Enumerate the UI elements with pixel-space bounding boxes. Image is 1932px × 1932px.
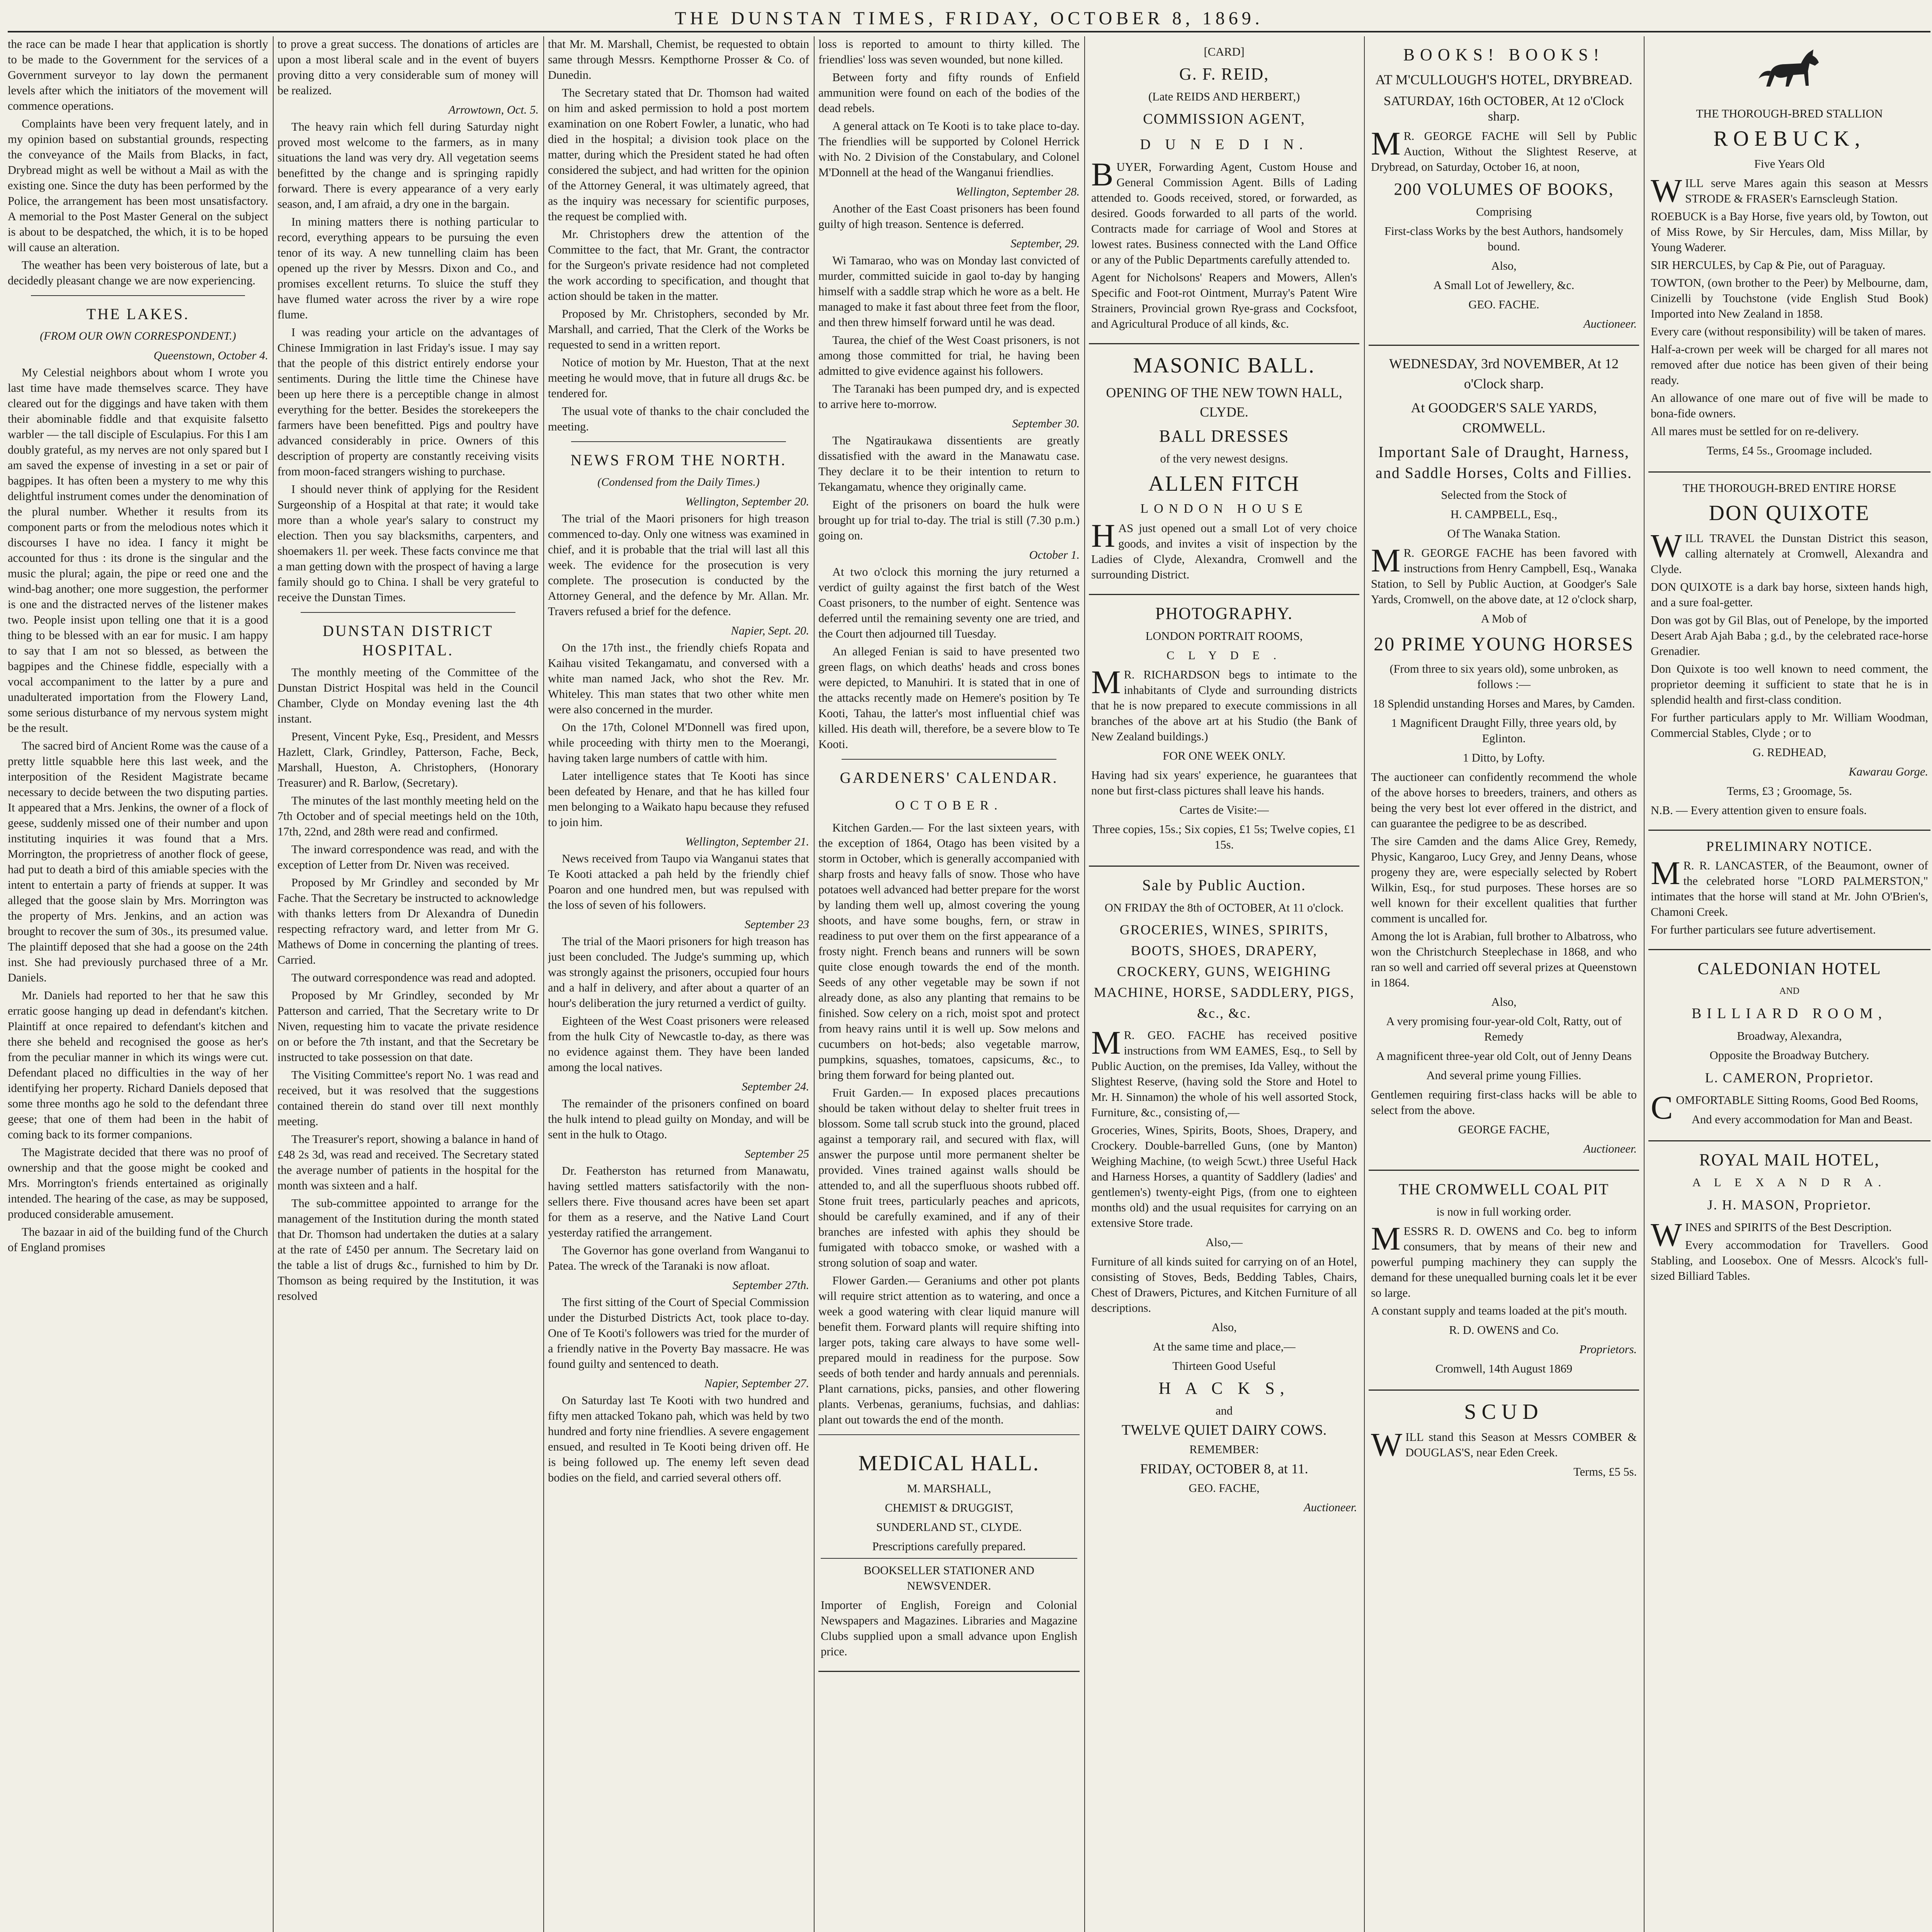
article-paragraph: the race can be made I hear that application is shortly to be made to the Government for the services of a Government surveyor to lay down the permanent levels after which the initiators of the movement will commence operations.: [8, 37, 268, 112]
ad-reid: [1089, 36, 1359, 344]
article-paragraph: Mr. Christophers drew the attention of the Committee to the fact, that Mr. Grant, the contractor for the Surgeon's private residence had not completed the work according to specification, and thought that action should be taken in the matter.: [548, 228, 809, 303]
ad-title: 200 VOLUMES OF BOOKS,: [1394, 180, 1614, 199]
ad-body: WILL stand this Season at Messrs COMBER & DOUGLAS'S, near Eden Creek.: [1371, 1426, 1637, 1463]
article-paragraph: The Ngatiraukawa dissentients are greatly dissatisfied with the award in the Manawatu case. They declare it to be their intention to return to Tekangamatu, whence they originally came.: [818, 434, 1080, 493]
garden-month: OCTOBER.: [895, 798, 1003, 813]
ad-date: Cromwell, 14th August 1869: [1435, 1362, 1573, 1375]
ad-body: MR. GEORGE FACHE has been favored with instructions from Henry Campbell, Esq., Wanaka Station, to Sell by Public Auction, at Goodger's Sale Yards, Cromwell, on the above date, at 12 o'clock sharp,: [1371, 542, 1637, 606]
ad-body: Furniture of all kinds suited for carrying on of an Hotel, consisting of Stoves, Beds, Bedding Tables, Chairs, Chest of Drawers, Pictures, and Kitchen Furniture of all descriptions.: [1091, 1255, 1357, 1315]
ad-date: FRIDAY, OCTOBER 8, at 11.: [1140, 1461, 1308, 1476]
ad-title: Important Sale of Draught, Harness, and Saddle Horses, Colts and Fillies.: [1376, 443, 1632, 481]
article-paragraph: Complaints have been very frequent lately, and in my opinion based on substantial grounds, respecting the conveyance of the Mails from Blacks, in fact, Drybread might as well be without a Mail as with the existing one. Since the duty has been performed by the Police, the arrangement has been most unsatisfactory. A memorial to the Post Master General on the subject is about to be despatched, the which, it is to be hoped will cause an alteration.: [8, 117, 268, 254]
article-paragraph: On the 17th, Colonel M'Donnell was fired upon, while proceeding with thirty men to the Moerangi, having taken large numbers of cattle with him.: [548, 721, 809, 765]
ad-title: BALL DRESSES: [1159, 427, 1289, 446]
article-paragraph: I was reading your article on the advantages of Chinese Immigration in last Friday's issue. I may say that the people of this district entirely endorse your sentiments. During the little time the Chinese have been up here there is a perceptible change in almost everything for the better. Besides the storekeepers the farmers have been benefitted. Pigs and poultry have advanced considerably in price. Owners of this description of property are constantly receiving visits from moon-faced strangers wishing to purchase.: [277, 326, 539, 478]
column-1: [8, 36, 268, 1932]
article-paragraph: Proposed by Mr. Christophers, seconded by Mr. Marshall, and carried, That the Clerk of the Works be requested to send in a written report.: [548, 307, 809, 351]
ad-scud: [1369, 1391, 1639, 1493]
ad-place: AT M'CULLOUGH'S HOTEL, DRYBREAD.: [1375, 72, 1633, 87]
ad-body: Every accommodation for Travellers. Good Stabling, and Loosebox. One of Messrs. Alcock's full-sized Billiard Tables.: [1651, 1238, 1928, 1282]
ad-books: [1369, 36, 1639, 346]
column-4: [818, 36, 1080, 1932]
ad-body: First-class Works by the best Authors, handsomely bound.: [1384, 224, 1623, 253]
list-item: A very promising four-year-old Colt, Ratty, out of Remedy: [1386, 1015, 1622, 1043]
ad-title: THE CROMWELL COAL PIT: [1398, 1180, 1609, 1198]
column-rule: [1364, 36, 1365, 1932]
ad-subtitle: THE THOROUGH-BRED STALLION: [1696, 107, 1883, 120]
ad-subtitle: BOOKSELLER STATIONER AND NEWSVENDER.: [821, 1558, 1077, 1594]
ad-town: D U N E D I N.: [1140, 136, 1308, 153]
ad-date: SATURDAY, 16th OCTOBER, At 12 o'Clock sharp.: [1383, 94, 1624, 124]
ad-body: MR. R. LANCASTER, of the Beaumont, owner of the celebrated horse "LORD PALMERSTON," intimates that the horse will stand at Mr. John O'Brien's, Chamoni Creek.: [1651, 854, 1928, 918]
ad-title: PHOTOGRAPHY.: [1155, 604, 1293, 623]
ad-roebuck: [1648, 36, 1930, 473]
ad-goods: GROCERIES, WINES, SPIRITS, BOOTS, SHOES, DRAPERY, CROCKERY, GUNS, WEIGHING MACHINE, HORSE, SADDLERY, PIGS, &c., &c.: [1094, 922, 1355, 1021]
list-item: 1 Magnificent Draught Filly, three years old, by Eglinton.: [1391, 716, 1617, 745]
ad-role: CHEMIST & DRUGGIST,: [885, 1501, 1013, 1514]
column-2: [277, 36, 539, 1932]
article-paragraph: The Taranaki has been pumped dry, and is expected to arrive here to-morrow.: [818, 382, 1080, 411]
article-paragraph: The Treasurer's report, showing a balance in hand of £48 2s 3d, was read and received. The Secretary stated the average number of patients in the hospital for the month was sixteen and a half.: [277, 1133, 539, 1192]
column-rule: [273, 36, 274, 1932]
list-item: A magnificent three-year old Colt, out of Jenny Deans: [1376, 1049, 1632, 1063]
column-rule: [1644, 36, 1645, 1932]
dateline: Queenstown, October 4.: [153, 349, 268, 362]
article-paragraph: News received from Taupo via Wanganui states that Te Kooti attacked a pah held by the friendly chief Poaron and one hundred men, but was repulsed with the loss of seven of his followers.: [548, 852, 809, 912]
article-paragraph: The Secretary stated that Dr. Thomson had waited on him and asked permission to hold a post mortem examination on one Robert Fowler, a lunatic, who had died in the hospital; a division took place on the matter, during which the President stated he had often considered the subject, and had written for the opinion of the Attorney General, it was ultimately agreed, that as the inquiry was necessary for scientific purposes, the request be complied with.: [548, 86, 809, 223]
article-paragraph: that Mr. M. Marshall, Chemist, be requested to obtain same through Messrs. Kempthorne Prosser & Co. of Dunedin.: [548, 37, 809, 82]
ad-title: CALEDONIAN HOTEL: [1697, 959, 1881, 978]
ad-body: Agent for Nicholsons' Reapers and Mowers, Allen's Specific and Foot-rot Ointment, Murray's Patent Wire Strainers, Provincial grown Rye-grass and Cocksfoot, and Agricultural Produce of all kinds, &c.: [1091, 271, 1357, 330]
ad-station: Of The Wanaka Station.: [1447, 527, 1561, 540]
column-7: [1648, 36, 1930, 1932]
article-paragraph: The remainder of the prisoners confined on board the hulk intend to plead guilty on Monday, and will be sent in the hulk to Otago.: [548, 1097, 809, 1141]
ad-body: Don was got by Gil Blas, out of Penelope, by the imported Desert Arab Ajah Baba ; g.d., by the celebrated race-horse Grenadier.: [1651, 614, 1928, 658]
article-paragraph: The monthly meeting of the Committee of the Dunstan District Hospital was held in the Council Chamber, Clyde on Monday evening last the 4th instant.: [277, 666, 539, 725]
ad-masonic-ball: [1089, 344, 1359, 595]
ad-subtitle: LONDON PORTRAIT ROOMS,: [1145, 629, 1303, 643]
ad-owner: L. CAMERON, Proprietor.: [1705, 1070, 1874, 1085]
ad-auctioneer-name: GEO. FACHE,: [1189, 1481, 1260, 1495]
ad-body: DON QUIXOTE is a dark bay horse, sixteen hands high, and a sure foal-getter.: [1651, 580, 1928, 609]
article-paragraph: The bazaar in aid of the building fund of the Church of England promises: [8, 1225, 268, 1254]
ad-cows: TWELVE QUIET DAIRY COWS.: [1121, 1422, 1327, 1438]
ad-body: Every care (without responsibility) will be taken of mares.: [1651, 325, 1926, 338]
article-paragraph: The first sitting of the Court of Special Commission under the Disturbed Districts Act, took place to-day. One of Te Kooti's followers was tried for the murder of a friendly native in the Poverty Bay massacre. He was found guilty and sentenced to death.: [548, 1296, 809, 1371]
ad-body: Having had six years' experience, he guarantees that none but first-class pictures shall leave his hands.: [1091, 769, 1357, 797]
ad-title: Sale by Public Auction.: [1142, 876, 1306, 894]
ad-body: TOWTON, (own brother to the Peer) by Melbourne, dam, Cinizelli by Touchstone (vide English Stud Book) Imported into New Zealand in 1858.: [1651, 276, 1928, 320]
ad-body: MR. GEORGE FACHE will Sell by Public Auction, Without the Slightest Reserve, at Drybread, on Saturday, October 16, at noon,: [1371, 125, 1637, 173]
ad-date: ON FRIDAY the 8th of OCTOBER, At 11 o'clock.: [1104, 901, 1344, 914]
column-3: [548, 36, 809, 1932]
article-paragraph: My Celestial neighbors about whom I wrote you last time have made themselves scarce. They have cleared out for the diggings and have taken with them their abominable fiddle and that exquisite falsetto warbler — the tall disciple of Esculapius. For this I am doubly grateful, as my nerves are not only spared but I am saved the expense of investing in a set or pair of bagpipes. It has often been a mystery to me why this delightful instrument comes under the denomination of the plural number. Whether it results from its component parts or from the melodious notes which it discourses I have no idea. I fancy it might be accounted for thus : its drone is the singular and the music the plural; again, the pipe or reed one and the wind-bag another; one more suggestion, the performer is one and the distracted nerves of the listener makes two. People insist upon telling one that it is a good thing to be blessed with an ear for music. I am happy to say that I am not so blessed, as between the bagpipes and the Chinese fiddle, especially with a vocal accompaniment to the latter by a pure and unadulterated importation from the Flowery Land, some serious disturbance of my nervous system might be the result.: [8, 366, 268, 735]
ad-caledonian-hotel: [1648, 950, 1930, 1141]
article-paragraph: The outward correspondence was read and adopted.: [291, 971, 536, 984]
ad-owner: R. D. OWENS and Co.: [1449, 1323, 1559, 1337]
ad-body: A Mob of: [1481, 612, 1527, 625]
divider: [842, 759, 1056, 760]
ad-title: SCUD: [1464, 1400, 1544, 1424]
ad-also: Also,: [1491, 259, 1517, 272]
ad-subtitle: (Late REIDS AND HERBERT,): [1148, 90, 1300, 103]
ad-body: All mares must be settled for on re-delivery.: [1651, 425, 1859, 438]
ad-body: The auctioneer can confidently recommend the whole of the above horses to breeders, trainers, and others as being the very best lot ever offered in the district, and can guarantee the pedigree to be as described.: [1371, 770, 1637, 830]
ad-body: Don Quixote is too well known to need comment, the proprietor deeming it sufficient to state that he is in splendid health and first-class condition.: [1651, 662, 1928, 706]
divider: [31, 295, 245, 296]
ad-body: At the same time and place,—: [1153, 1340, 1296, 1353]
article-paragraph: Notice of motion by Mr. Hueston, That at the next meeting he would move, that in future all drugs &c. be tendered for.: [548, 356, 809, 400]
ad-body: Groceries, Wines, Spirits, Boots, Shoes, Drapery, and Crockery. Double-barrelled Guns, (one by Manton) Weighing Machine, (to weigh 5cwt.) three Useful Hack and Harness Horses, a quantity of Saddlery (ladies' and gentlemen's) twenty-eight Pigs, (from one to eighteen months old) and the usual requisites for carrying on an extensive Store trade.: [1091, 1124, 1357, 1230]
ad-body: Importer of English, Foreign and Colonial Newspapers and Magazines. Libraries and Magazine Clubs supplied upon a small advance upon English price.: [821, 1599, 1077, 1658]
article-paragraph: loss is reported to amount to thirty killed. The friendlies' loss was seven wounded, but none killed.: [818, 37, 1080, 66]
ad-body: N.B. — Every attention given to ensure foals.: [1651, 804, 1867, 817]
column-5: [1089, 36, 1359, 1932]
ad-coal-pit: [1369, 1171, 1639, 1391]
article-paragraph: At two o'clock this morning the jury returned a verdict of guilty against the first batch of the West Coast prisoners, to the number of eight. Sentence was deferred until the remaining seventy one are tried, and the Court then adjourned till Tuesday.: [818, 565, 1080, 640]
horse-icon: [1751, 44, 1828, 102]
article-paragraph: Taurea, the chief of the West Coast prisoners, is not among those committed for trial, he having been admitted to give evidence against his followers.: [818, 333, 1080, 378]
ad-body: MR. RICHARDSON begs to intimate to the inhabitants of Clyde and surrounding districts that he is now prepared to execute commissions in all branches of the above art at his Studio (the Bank of New Zealand buildings.): [1091, 663, 1357, 743]
divider: [818, 1434, 1080, 1435]
ad-medical-hall: [818, 1442, 1080, 1672]
dateline: September, 29.: [1010, 237, 1080, 250]
article-paragraph: The trial of the Maori prisoners for high treason has just been concluded. The Judge's summing up, which was strongly against the prisoners, occupied four hours and a half in delivery, and after about a quarter of an hour's deliberation the jury returned a verdict of guilty.: [548, 935, 809, 1010]
ad-body: Gentlemen requiring first-class hacks will be able to select from the above.: [1371, 1088, 1637, 1117]
article-paragraph: The Visiting Committee's report No. 1 was read and received, but it was resolved that the suggestions contained therein do stand over till next monthly meeting.: [277, 1068, 539, 1128]
article-paragraph: Eight of the prisoners on board the hulk were brought up for trial to-day. The trial is still (7.30 p.m.) going on.: [818, 498, 1080, 542]
dateline: September 27th.: [732, 1279, 809, 1292]
ad-body: WINES and SPIRITS of the Best Description.: [1651, 1216, 1892, 1253]
ad-subtitle: FOR ONE WEEK ONLY.: [1163, 749, 1286, 762]
article-paragraph: A general attack on Te Kooti is to take place to-day. The friendlies will be supported by Colonel Herrick with No. 2 Division of the Constabulary, and Colonel M'Donnell at the head of the Wanganui friendlies.: [818, 119, 1080, 179]
ad-place: Broadway, Alexandra,: [1737, 1029, 1842, 1043]
ad-also: Also,: [1491, 995, 1517, 1009]
dateline: September 30.: [1012, 417, 1080, 430]
ad-body: BUYER, Forwarding Agent, Custom House and General Commission Agent. Bills of Lading attended to. Goods received, stored, or forwarded, as desired. Goods forwarded to all parts of the world. Contracts made for carriage of Wool and Stores at lowest rates. Business connected with the Land Office or any of the Public Departments carefully attended to.: [1091, 156, 1357, 266]
ad-body: For further particulars see future advertisement.: [1651, 923, 1876, 936]
ad-subtitle: Five Years Old: [1754, 157, 1825, 170]
ad-title: MEDICAL HALL.: [858, 1451, 1040, 1475]
ad-title: MASONIC BALL.: [1133, 354, 1315, 378]
ad-role: Proprietors.: [1579, 1343, 1637, 1356]
article-paragraph: The Governor has gone overland from Wanganui to Patea. The wreck of the Taranaki is now afloat.: [548, 1244, 809, 1272]
masthead: THE DUNSTAN TIMES, FRIDAY, OCTOBER 8, 1869.: [8, 7, 1930, 32]
ad-title: DON QUIXOTE: [1709, 501, 1870, 525]
ad-title: BOOKS! BOOKS!: [1403, 45, 1605, 64]
article-paragraph: The Magistrate decided that there was no proof of ownership and that the goose might be cooked and Mrs. Morrington's friends entertained as originally intended. The hearing of the case, as may be supposed, produced considerable amusement.: [8, 1146, 268, 1221]
article-paragraph: Another of the East Coast prisoners has been found guilty of high treason. Sentence is deferred.: [818, 202, 1080, 231]
ad-body: An allowance of one mare out of five will be made to bona-fide owners.: [1651, 391, 1928, 420]
ad-subtitle: THE THOROUGH-BRED ENTIRE HORSE: [1682, 481, 1896, 495]
article-paragraph: An alleged Fenian is said to have presented two green flags, on which deaths' heads and cross bones were depicted, to Manuhiri. It is stated that in one of the attacks recently made on Hemere's position by Te Kooti, Tahau, the latter's most influential chief was killed. His death will, therefore, be a severe blow to Te Kooti.: [818, 645, 1080, 751]
ad-body: Among the lot is Arabian, full brother to Albatross, who won the Christchurch Steeplechase in 1868, and who ran so well and carried off several prizes at Queenstown in 1864.: [1371, 930, 1637, 989]
column-6: [1369, 36, 1639, 1932]
article-paragraph: Later intelligence states that Te Kooti has since been defeated by Henare, and that he has killed four men belonging to a Waikato hapu because they refused to join him.: [548, 769, 809, 829]
article-paragraph: Mr. Daniels had reported to her that he saw this erratic goose hanging up dead in defendant's kitchen. Plaintiff at once repaired to defendant's kitchen and there she beheld and recognised the goose as her's from the peculiar manner in which its wings were cut. Defendant placed no difficulties in the way of her identifying her property. Richard Daniels deposed that some three months ago he sold to the defendant three geese; that one of them had been in the habit of coming back to its former companions.: [8, 989, 268, 1141]
ad-photography: [1089, 595, 1359, 867]
article-paragraph: to prove a great success. The donations of articles are upon a most liberal scale and in the event of buyers proving ditto a very considerable sum of money will be realized.: [277, 37, 539, 97]
dateline: Napier, Sept. 20.: [731, 624, 809, 637]
ad-remember: REMEMBER:: [1189, 1443, 1259, 1456]
ad-body: MESSRS R. D. OWENS and Co. beg to inform consumers, that by means of their new and powerful pumping machinery they can supply the demand for these unequalled burning coals let it be ever so large.: [1371, 1220, 1637, 1299]
ad-body: And every accommodation for Man and Beast.: [1691, 1113, 1913, 1126]
ad-auctioneer: Auctioneer.: [1583, 1142, 1637, 1155]
ad-subtitle: OPENING OF THE NEW TOWN HALL, CLYDE.: [1106, 385, 1342, 420]
section-heading-north: NEWS FROM THE NORTH.: [570, 451, 787, 469]
article-paragraph: Fruit Garden.— In exposed places precautions should be taken without delay to shelter fruit trees in blossom. Some tall scrub stuck into the ground, placed against a temporary rail, and secured with flax, will answer the purpose until more permanent shelter be provided. Vines trained against walls should be attended to, and all the superfluous shoots rubbed off. Stone fruit trees, particularly peaches and apricots, should be carefully examined, and if any of their branches are infested with aphis they should be fumigated with tobacco smoke, or washed with a strong solution of soap and water.: [818, 1086, 1080, 1269]
divider: [571, 441, 786, 442]
article-paragraph: Dr. Featherston has returned from Manawatu, having settled matters satisfactorily with the non-sellers there. Five thousand acres have been set apart for them as a reserve, and the Native Land Court yesterday ratified the arrangement.: [548, 1164, 809, 1239]
ad-town: A L E X A N D R A.: [1692, 1176, 1887, 1189]
ad-place: Kawarau Gorge.: [1849, 765, 1928, 778]
ad-owner: H. CAMPBELL, Esq.,: [1450, 508, 1558, 521]
ad-title: ALLEN FITCH: [1148, 472, 1300, 496]
article-paragraph: Present, Vincent Pyke, Esq., President, and Messrs Hazlett, Clark, Grindley, Patterson, Fache, Beck, Marshall, Hueston, A. Christophers, (Honorary Treasurer) and R. Barlow, (Secretary).: [277, 730, 539, 789]
article-paragraph: The sacred bird of Ancient Rome was the cause of a pretty little squabble here this last week, and the interposition of the Resident Magistrate became necessary to decide between the two disputing parties. It appeared that a Mrs. Jenkins, the owner of a flock of geese, suddenly missed one of their number and upon instituting inquiries it was found that a Mrs. Morrington, the proprietress of another flock of geese, had put to death a bird of this amiable species with the intent to entertain a party of friends at supper. It was alleged that the goose slain by Mrs. Morrington was the property of Mrs. Jenkins, and an action was brought to recover the sum of 30s., its presumed value. The plaintiff deposed that she had a goose on the 24th inst. She had previously purchased three of a Mr. Daniels.: [8, 739, 268, 984]
byline: (FROM OUR OWN CORRESPONDENT.): [40, 330, 236, 342]
ad-owner: G. REDHEAD,: [1752, 746, 1827, 759]
article-paragraph: On the 17th inst., the friendly chiefs Ropata and Kaihau visited Tekangamatu, and conversed with a white man named Jack, who shot the Rev. Mr. Whiteley. This man states that two other white men were also concerned in the murder.: [548, 641, 809, 716]
article-paragraph: I should never think of applying for the Resident Surgeonship of a Hospital at that rate; it would take more than a whole year's salary to construct my election. Then you say blacksmiths, carpenters, and shoemakers 1l. per week. These facts convince me that a man getting down with the prospect of having a large family should go to China. I shall be very grateful to receive the Dunstan Times.: [277, 483, 539, 604]
article-paragraph: In mining matters there is nothing particular to record, everything appears to be pursuing the even tenor of its way. A new tunnelling claim has been opened up the river by Messrs. Dixon and Co., and promises excellent returns. To sluice the stuff they have flumed water across the river by a wire rope flume.: [277, 215, 539, 321]
dateline: September 25: [745, 1147, 809, 1160]
ad-subtitle: BILLIARD ROOM,: [1691, 1005, 1888, 1022]
ad-title: ROEBUCK,: [1713, 127, 1866, 151]
article-paragraph: The inward correspondence was read, and with the exception of Letter from Dr. Niven was received.: [277, 843, 539, 871]
ad-also: Also,—: [1206, 1236, 1243, 1249]
column-rule: [814, 36, 815, 1932]
ad-body: and: [1215, 1404, 1233, 1417]
ad-preliminary-notice: [1648, 831, 1930, 950]
dateline: Wellington, September 21.: [685, 835, 809, 848]
section-heading-gardeners: GARDENERS' CALENDAR.: [840, 769, 1058, 786]
ad-subtitle: is now in full working order.: [1436, 1205, 1571, 1218]
ad-auctioneer: Auctioneer.: [1583, 317, 1637, 330]
ad-title: G. F. REID,: [1179, 65, 1269, 83]
ad-name: M. MARSHALL,: [907, 1482, 991, 1495]
ad-role: COMMISSION AGENT,: [1143, 111, 1305, 127]
article-paragraph: Between forty and fifty rounds of Enfield ammunition were found on each of the bodies of the dead rebels.: [818, 71, 1080, 115]
section-heading-lakes: THE LAKES.: [86, 305, 190, 323]
ad-auctioneer-name: GEO. FACHE.: [1468, 298, 1539, 311]
section-heading-hospital: DUNSTAN DISTRICT HOSPITAL.: [323, 622, 493, 659]
article-paragraph: The usual vote of thanks to the chair concluded the meeting.: [548, 405, 809, 433]
subheading: (Condensed from the Daily Times.): [597, 476, 760, 488]
ad-and: AND: [1779, 986, 1799, 996]
ad-address: SUNDERLAND ST., CLYDE.: [876, 1520, 1022, 1534]
ad-also: Also,: [1211, 1321, 1237, 1334]
dateline: Wellington, September 20.: [685, 495, 809, 508]
ad-auctioneer: Auctioneer.: [1303, 1501, 1357, 1514]
ad-body: The sire Camden and the dams Alice Grey, Remedy, Physic, Kangaroo, Lucy Grey, and Jenny Deans, whose progeny they are, were especially selected by Robert Wilkin, Esq., for stud purposes. These horses are so well known for their excellent qualities that further comment is uncalled for.: [1371, 835, 1637, 925]
ad-subtitle: of the very newest designs.: [1160, 452, 1288, 465]
dateline: September 24.: [742, 1080, 809, 1093]
column-rule: [543, 36, 544, 1932]
ad-subtitle: LONDON HOUSE: [1140, 502, 1308, 516]
article-paragraph: Kitchen Garden.— For the last sixteen years, with the exception of 1864, Otago has been visited by a storm in October, which is generally accompanied with sharp frosts and heavy falls of snow. Those who have potatoes well advanced had better prepare for the worst by landing them well up, almost covering the young shoots, and have some boughs, fern, or straw in readiness to put over them on the first appearance of a frosty night. French beans and runners will be sown quite close enough towards the end of the month. Seeds of any other vegetable may be sown if not already done, as also any planting that remains to be finished. Sow celery on a rich, moist spot and protect from heavy rains until it is well up. Sow melons and cucumbers on hot-beds; also vegetable marrow, pumpkins, squashes, tomatoes, capsicums, &c., to bring them forward for being planted out.: [818, 821, 1080, 1082]
ad-town: C L Y D E .: [1166, 649, 1282, 662]
ad-body: Comprising: [1476, 205, 1532, 218]
article-paragraph: The weather has been very boisterous of late, but a decidedly pleasant change we are now experiencing.: [8, 259, 268, 287]
ad-body: A constant supply and teams loaded at the pit's mouth.: [1371, 1304, 1627, 1317]
ad-prices: Three copies, 15s.; Six copies, £1 5s; Twelve copies, £1 15s.: [1092, 823, 1356, 851]
ad-terms: Terms, £3 ; Groomage, 5s.: [1727, 784, 1852, 798]
ad-royal-mail-hotel: [1648, 1141, 1930, 1295]
list-item: 1 Ditto, by Lofty.: [1463, 751, 1545, 764]
ad-body: Half-a-crown per week will be charged for all mares not removed after due notice has been given of their being ready.: [1651, 343, 1928, 387]
ad-body: Thirteen Good Useful: [1172, 1359, 1276, 1372]
ad-place: At GOODGER'S SALE YARDS, CROMWELL.: [1411, 400, 1597, 435]
ad-horse-sale: [1369, 346, 1639, 1171]
ad-terms: Terms, £5 5s.: [1573, 1465, 1637, 1478]
ad-don-quixote: [1648, 473, 1930, 831]
dateline: Napier, September 27.: [704, 1377, 809, 1390]
list-item: And several prime young Fillies.: [1426, 1069, 1582, 1082]
ad-body: MR. GEO. FACHE has received positive instructions from WM EAMES, Esq., to Sell by Public Auction, on the premises, Ida Valley, without the Slightest Reserve, (having sold the Store and Hotel to Mr. H. Sinnamon) the whole of his well assorted Stock, Furniture, &c., consisting of,—: [1091, 1024, 1357, 1119]
article-paragraph: Proposed by Mr Grindley, seconded by Mr Patterson and carried, That the Secretary write to Dr Niven, requesting him to vacate the private residence on or before the 7th instant, and that the Secretary be instructed to take possession on that date.: [277, 989, 539, 1064]
ad-terms: Terms, £4 5s., Groomage included.: [1706, 444, 1872, 457]
ad-body: (From three to six years old), some unbroken, as follows :—: [1389, 662, 1618, 691]
ad-owner: J. H. MASON, Proprietor.: [1707, 1197, 1872, 1213]
dateline: September 23: [745, 918, 809, 931]
ad-subtitle: Cartes de Visite:—: [1179, 803, 1269, 816]
dateline: Wellington, September 28.: [956, 185, 1080, 198]
column-rule: [1084, 36, 1085, 1932]
ad-body: For further particulars apply to Mr. William Woodman, Commercial Stables, Clyde ; or to: [1651, 711, 1928, 740]
article-paragraph: The minutes of the last monthly meeting held on the 7th October and of special meetings held on the 10th, 17th, 22nd, and 28th were read and confirmed.: [277, 794, 539, 838]
ad-body: SIR HERCULES, by Cap & Pie, out of Paraguay.: [1651, 259, 1886, 272]
ad-date: WEDNESDAY, 3rd NOVEMBER, At 12 o'Clock sharp.: [1389, 356, 1619, 391]
ad-body: COMFORTABLE Sitting Rooms, Good Bed Rooms,: [1651, 1089, 1918, 1126]
ad-title: 20 PRIME YOUNG HORSES: [1374, 633, 1634, 655]
article-paragraph: Proposed by Mr Grindley and seconded by Mr Fache. That the Secretary be instructed to acknowledge with thanks letters from Dr Alexandra of Dunedin respecting refractory ward, and letter from Mr G. Mathews of Dome in concerning the planting of trees. Carried.: [277, 876, 539, 966]
divider: [301, 612, 515, 613]
ad-body: Prescriptions carefully prepared.: [872, 1540, 1026, 1553]
dateline: October 1.: [1029, 548, 1080, 561]
ad-title: ROYAL MAIL HOTEL,: [1699, 1150, 1880, 1169]
list-item: 18 Splendid unstanding Horses and Mares, by Camden.: [1372, 697, 1635, 710]
ad-body: Selected from the Stock of: [1441, 488, 1567, 502]
article-paragraph: Eighteen of the West Coast prisoners were released from the hulk City of Newcastle to-day, as there was no evidence against them. They have been landed among the local natives.: [548, 1014, 809, 1074]
ad-hacks: H A C K S,: [1158, 1379, 1290, 1398]
ad-body: A Small Lot of Jewellery, &c.: [1433, 279, 1575, 292]
article-paragraph: Flower Garden.— Geraniums and other pot plants will require strict attention as to watering, and once a week a good watering with clear liquid manure will benefit them. Forward plants will require shifting into larger pots, taking care always to have some well-prepared mould in readiness for the purpose. Sow seeds of both tender and hardy annuals and perennials. Plant carnations, picks, pansies, and other flowering plants. Verbenas, geraniums, fuchsias, and dahlias: plant out towards the end of the month.: [818, 1274, 1080, 1426]
ad-body: HAS just opened out a small Lot of very choice goods, and invites a visit of inspection by the Ladies of Clyde, Alexandra, Cromwell and the surrounding District.: [1091, 517, 1357, 581]
ad-title: PRELIMINARY NOTICE.: [1706, 838, 1873, 854]
ad-body: ROEBUCK is a Bay Horse, five years old, by Towton, out of Miss Rowe, by Sir Hercules, dam, Miss Millar, by Young Waderer.: [1651, 210, 1928, 254]
ad-body: WILL serve Mares again this season at Messrs STRODE & FRASER's Earnscleugh Station.: [1651, 172, 1928, 209]
article-paragraph: The sub-committee appointed to arrange for the management of the Institution during the month stated that Dr. Thomson had undertaken the duties at a salary at the rate of £450 per annum. The Secretary laid on the table a list of drugs &c., furnished to him by Dr. Thomson as being required by the Institution, it was resolved: [277, 1197, 539, 1303]
ad-auctioneer-name: GEORGE FACHE,: [1458, 1123, 1550, 1136]
ad-body: WILL TRAVEL the Dunstan District this season, calling alternately at Cromwell, Alexandra and Clyde.: [1651, 527, 1928, 576]
article-paragraph: Wi Tamarao, who was on Monday last convicted of murder, committed suicide in gaol to-day by hanging himself with a saddle strap which he wore as a belt. He managed to make it fast about three feet from the floor, and then threw himself forward until he was dead.: [818, 254, 1080, 329]
dateline: Arrowtown, Oct. 5.: [448, 103, 539, 116]
article-paragraph: On Saturday last Te Kooti with two hundred and fifty men attacked Tokano pah, which was held by two hundred and forty nine friendlies. A severe engagement ensued, and resulted in Te Kooti being driven off. He is being followed up. The enemy left seven dead bodies on the field, and carried several others off.: [548, 1394, 809, 1484]
article-paragraph: The trial of the Maori prisoners for high treason commenced to-day. Only one witness was examined in chief, and it is probable that the trial will last all this week. The evidence for the prosecution is very complete. The prosecution is conducted by the Attorney General, and the defence by Mr. Allan. Mr. Travers refused a brief for the defence.: [548, 512, 809, 618]
ad-sale-auction: [1089, 867, 1359, 1528]
ad-card-label: [CARD]: [1204, 45, 1245, 58]
article-paragraph: The heavy rain which fell during Saturday night proved most welcome to the farmers, as in many situations the land was very dry. All vegetation seems benefitted by the change and is springing rapidly forward. There is every appearance of a very early season, and, I am afraid, a dry one in the bargain.: [277, 120, 539, 211]
ad-place: Opposite the Broadway Butchery.: [1709, 1049, 1869, 1062]
